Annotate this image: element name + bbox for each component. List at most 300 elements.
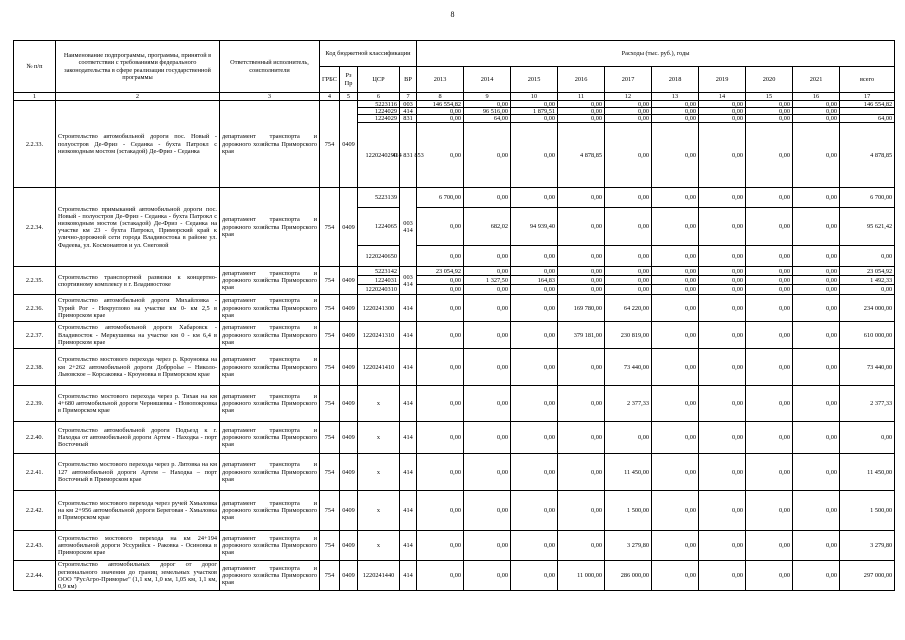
- year-value: 0,00: [699, 101, 745, 108]
- header-year: 2013: [417, 67, 464, 93]
- header-year: 2021: [793, 67, 840, 93]
- grbs-code: 754: [320, 531, 340, 561]
- column-index: 11: [558, 93, 605, 101]
- year-value: 0,00: [464, 531, 511, 561]
- table-row: [14, 386, 895, 422]
- year-value: 169 780,00: [558, 295, 605, 322]
- year-value: 0,00: [417, 276, 463, 285]
- year-value: 0,00: [605, 188, 651, 208]
- year-value: 0,00: [699, 454, 746, 491]
- table-row: [14, 267, 895, 295]
- header-year: 2016: [558, 67, 605, 93]
- header-vr: ВР: [400, 67, 417, 93]
- row-number: 2.2.34.: [14, 188, 56, 267]
- table-body: [14, 101, 895, 591]
- grbs-code: 754: [320, 386, 340, 422]
- year-value: 0,00: [699, 188, 745, 208]
- column-index: 4: [320, 93, 340, 101]
- year-value-cell: [699, 188, 746, 267]
- table-row: [14, 454, 895, 491]
- year-value: 286 000,00: [605, 561, 652, 591]
- year-value: 0,00: [793, 386, 840, 422]
- year-value: 0,00: [417, 422, 464, 454]
- vr-code: 414: [400, 491, 417, 531]
- year-value: 0,00: [793, 115, 839, 123]
- year-value: 0,00: [746, 295, 793, 322]
- year-value: 0,00: [746, 454, 793, 491]
- year-value: 0,00: [450, 151, 462, 159]
- year-value: 0,00: [793, 108, 839, 115]
- year-value: 2 377,33: [605, 386, 652, 422]
- total-cell: [840, 267, 895, 295]
- year-value: 0,00: [464, 101, 510, 108]
- program-name: Строительство мостового перехода через р. Кроуновка на км 2+262 автомобильной дороги Добрpolье – Николо-Львовское – Корсаковка - Кроуновка в Приморском крае: [56, 349, 220, 386]
- total-value: 2 377,33: [840, 386, 895, 422]
- column-index: 7: [400, 93, 417, 101]
- year-value: 0,00: [746, 267, 792, 276]
- year-value: 0,00: [746, 276, 792, 285]
- year-value: 0,00: [558, 108, 604, 115]
- year-value: 682,02: [464, 208, 510, 246]
- grbs-code: 754: [320, 295, 340, 322]
- year-value-cell: [746, 188, 793, 267]
- year-value: 0,00: [652, 108, 698, 115]
- year-value: 0,00: [746, 322, 793, 349]
- year-value: 0,00: [793, 349, 840, 386]
- year-value: 23 054,92: [417, 267, 463, 276]
- year-value: 0,00: [605, 101, 651, 108]
- grbs-code: 754: [320, 349, 340, 386]
- total-cell: [840, 188, 895, 267]
- year-value: 0,00: [793, 454, 840, 491]
- year-value: 0,00: [605, 108, 651, 115]
- expenses-table: [13, 40, 895, 591]
- year-value: 0,00: [544, 286, 556, 294]
- column-index: 10: [511, 93, 558, 101]
- year-value: 0,00: [699, 491, 746, 531]
- total-value: 73 440,00: [840, 349, 895, 386]
- table-row: [14, 491, 895, 531]
- column-index: 12: [605, 93, 652, 101]
- header-csr: ЦСР: [358, 67, 400, 93]
- year-value: 0,00: [793, 188, 839, 208]
- csr-code: 5223142: [358, 267, 399, 276]
- year-value: 0,00: [746, 491, 793, 531]
- year-value: 1 500,00: [605, 491, 652, 531]
- row-number: 2.2.41.: [14, 454, 56, 491]
- executor: департамент транспорта и дорожного хозяйства Приморского края: [220, 267, 320, 295]
- column-index: 14: [699, 93, 746, 101]
- program-name: Строительство автомобильной дороги Хабаровск - Владивосток - Меркушевка на участке км 0 - км 6,4 в Приморском крае: [56, 322, 220, 349]
- column-index: 9: [464, 93, 511, 101]
- year-value: 0,00: [652, 386, 699, 422]
- year-value: 0,00: [511, 531, 558, 561]
- year-value: 0,00: [699, 295, 746, 322]
- rzpr-code: 0409: [340, 188, 358, 267]
- program-name: Строительство мостового перехода через р. Литовка на км 127 автомобильной дороги Артем – Находка – порт Восточный в Приморском крае: [56, 454, 220, 491]
- year-value-cell: [652, 101, 699, 188]
- year-value: 0,00: [605, 422, 652, 454]
- year-value-cell: [793, 188, 840, 267]
- year-value: 0,00: [558, 349, 605, 386]
- csr-code: 1220240310: [365, 286, 397, 294]
- csr-code: 1224065: [358, 208, 399, 246]
- year-value: 0,00: [699, 208, 745, 246]
- grbs-code: 754: [320, 267, 340, 295]
- vr-code: 003 414: [400, 188, 417, 267]
- grbs-code: 754: [320, 101, 340, 188]
- rzpr-code: 0409: [340, 386, 358, 422]
- header-expenses: Расходы (тыс. руб.), годы: [417, 41, 895, 67]
- program-name: Строительство автомобильной дороги пос. Новый - полуостров Де-Фриз - Седанка - бухта Патрокл с низководным мостом (эстакадой) Де-Фриз - Седанка: [56, 101, 220, 188]
- year-value: 0,00: [699, 422, 746, 454]
- year-value: 0,00: [793, 531, 840, 561]
- table-row: [14, 295, 895, 322]
- page-number: 8: [450, 10, 455, 19]
- year-value: 0,00: [558, 208, 604, 246]
- year-value: 0,00: [652, 115, 698, 123]
- year-value: 0,00: [511, 422, 558, 454]
- year-value: 0,00: [652, 267, 698, 276]
- year-value: 0,00: [793, 101, 839, 108]
- year-value: 0,00: [779, 252, 791, 260]
- year-value: 0,00: [652, 188, 698, 208]
- year-value: 0,00: [793, 491, 840, 531]
- year-value: 0,00: [605, 267, 651, 276]
- column-index: 17: [840, 93, 895, 101]
- column-index: 5: [340, 93, 358, 101]
- year-value: 0,00: [417, 208, 463, 246]
- total-value: 23 054,92: [840, 267, 894, 276]
- year-value: 0,00: [652, 422, 699, 454]
- csr-code: x: [358, 386, 400, 422]
- year-value-cell: [511, 267, 558, 295]
- year-value: 0,00: [732, 252, 744, 260]
- vr-code: 414: [400, 561, 417, 591]
- executor: департамент транспорта и дорожного хозяйства Приморского края: [220, 491, 320, 531]
- year-value: 0,00: [699, 561, 746, 591]
- year-value: 64 220,00: [605, 295, 652, 322]
- year-value: 0,00: [417, 349, 464, 386]
- year-value: 0,00: [511, 561, 558, 591]
- year-value: 0,00: [544, 151, 556, 159]
- year-value: 0,00: [638, 252, 650, 260]
- year-value: 0,00: [746, 101, 792, 108]
- table-row: [14, 188, 895, 267]
- vr-code: 414: [400, 422, 417, 454]
- header-grbs: ГРБС: [320, 67, 340, 93]
- year-value: 0,00: [699, 276, 745, 285]
- total-value: 64,00: [840, 115, 894, 123]
- year-value-cell: [558, 267, 605, 295]
- year-value-cell: [746, 267, 793, 295]
- header-rzpr: Рз Пр: [340, 67, 358, 93]
- total-value: 1 492,33: [840, 276, 894, 285]
- header-year: 2015: [511, 67, 558, 93]
- year-value: 0,00: [558, 531, 605, 561]
- grbs-code: 754: [320, 491, 340, 531]
- year-value: 0,00: [699, 349, 746, 386]
- column-index: 15: [746, 93, 793, 101]
- csr-code-cell: [358, 267, 400, 295]
- year-value: 0,00: [779, 286, 791, 294]
- total-cell: [840, 101, 895, 188]
- column-index: 8: [417, 93, 464, 101]
- program-name: Строительство мостового перехода на км 24+194 автомобильной дороги Уссурийск - Раковка - Осиновка в Приморском крае: [56, 531, 220, 561]
- year-value-cell: [699, 267, 746, 295]
- year-value: 0,00: [464, 295, 511, 322]
- executor: департамент транспорта и дорожного хозяйства Приморского края: [220, 561, 320, 591]
- year-value: 0,00: [826, 151, 838, 159]
- year-value-cell: [464, 267, 511, 295]
- csr-code: 1220241310: [358, 322, 400, 349]
- header-total: всего: [840, 67, 895, 93]
- vr-code-cell: [392, 100, 424, 188]
- program-name: Строительство транспортной развязки к концертно- спортивному комплексу в г. Владивостоке: [56, 267, 220, 295]
- year-value: 0,00: [558, 386, 605, 422]
- year-value: 0,00: [652, 491, 699, 531]
- year-value: 0,00: [497, 286, 509, 294]
- rzpr-code: 0409: [340, 491, 358, 531]
- table-row: [14, 561, 895, 591]
- year-value: 0,00: [511, 295, 558, 322]
- executor: департамент транспорта и дорожного хозяйства Приморского края: [220, 322, 320, 349]
- year-value: 0,00: [699, 531, 746, 561]
- year-value: 0,00: [464, 386, 511, 422]
- csr-code: x: [358, 422, 400, 454]
- row-number: 2.2.33.: [14, 101, 56, 188]
- year-value: 230 819,00: [605, 322, 652, 349]
- year-value: 0,00: [685, 252, 697, 260]
- rzpr-code: 0409: [340, 322, 358, 349]
- year-value: 0,00: [464, 349, 511, 386]
- header-year: 2019: [699, 67, 746, 93]
- year-value: 0,00: [826, 286, 838, 294]
- column-index: 1: [14, 93, 56, 101]
- year-value: 0,00: [652, 531, 699, 561]
- year-value: 1 879,51: [511, 108, 557, 115]
- vr-code: 414: [400, 531, 417, 561]
- year-value: 0,00: [558, 101, 604, 108]
- csr-code-cell: [358, 101, 400, 188]
- year-value: 0,00: [652, 349, 699, 386]
- total-value: 11 450,00: [840, 454, 895, 491]
- year-value: 0,00: [558, 491, 605, 531]
- executor: департамент транспорта и дорожного хозяйства Приморского края: [220, 349, 320, 386]
- column-index: 6: [358, 93, 400, 101]
- year-value-cell: [652, 188, 699, 267]
- year-value-cell: [605, 267, 652, 295]
- year-value: 0,00: [746, 386, 793, 422]
- rzpr-code: 0409: [340, 454, 358, 491]
- year-value: 0,00: [544, 252, 556, 260]
- column-index: 2: [56, 93, 220, 101]
- grbs-code: 754: [320, 422, 340, 454]
- year-value: 0,00: [652, 561, 699, 591]
- year-value: 0,00: [793, 422, 840, 454]
- total-value: 95 621,42: [840, 208, 894, 246]
- vr-code: 414: [400, 386, 417, 422]
- year-value: 0,00: [511, 491, 558, 531]
- year-value: 0,00: [558, 115, 604, 123]
- year-value: 0,00: [699, 322, 746, 349]
- total-value: 0,00: [840, 422, 895, 454]
- vr-code: 414: [400, 322, 417, 349]
- grbs-code: 754: [320, 561, 340, 591]
- csr-code: x: [358, 531, 400, 561]
- executor: департамент транспорта и дорожного хозяйства Приморского края: [220, 386, 320, 422]
- year-value: 0,00: [685, 286, 697, 294]
- vr-code: 831: [400, 115, 416, 123]
- year-value: 0,00: [450, 286, 462, 294]
- rzpr-code: 0409: [340, 531, 358, 561]
- year-value: 0,00: [464, 422, 511, 454]
- year-value: 0,00: [826, 252, 838, 260]
- grbs-code: 754: [320, 188, 340, 267]
- executor: департамент транспорта и дорожного хозяйства Приморского края: [220, 295, 320, 322]
- year-value: 0,00: [511, 454, 558, 491]
- year-value-cell: [605, 101, 652, 188]
- year-value-cell: [558, 188, 605, 267]
- year-value: 0,00: [699, 386, 746, 422]
- year-value: 0,00: [638, 151, 650, 159]
- year-value: 146 554,82: [417, 101, 463, 108]
- year-value: 0,00: [511, 101, 557, 108]
- year-value: 0,00: [605, 208, 651, 246]
- year-value: 0,00: [511, 267, 557, 276]
- total-value: 1 500,00: [840, 491, 895, 531]
- vr-code: 414: [400, 108, 416, 115]
- year-value: 3 279,80: [605, 531, 652, 561]
- year-value-cell: [511, 188, 558, 267]
- header-year: 2017: [605, 67, 652, 93]
- year-value: 0,00: [605, 115, 651, 123]
- year-value: 0,00: [464, 267, 510, 276]
- rzpr-code: 0409: [340, 267, 358, 295]
- row-number: 2.2.37.: [14, 322, 56, 349]
- year-value: 1 327,50: [464, 276, 510, 285]
- total-value: 0,00: [881, 252, 893, 260]
- year-value: 0,00: [591, 286, 603, 294]
- year-value: 0,00: [450, 252, 462, 260]
- year-value-cell: [417, 188, 464, 267]
- program-name: Строительство автомобильной дороги Подъезд к г. Находка от автомобильной дороги Артем - Находка - порт Восточный: [56, 422, 220, 454]
- year-value: 0,00: [417, 561, 464, 591]
- year-value: 11 450,00: [605, 454, 652, 491]
- year-value: 64,00: [464, 115, 510, 123]
- year-value: 0,00: [652, 295, 699, 322]
- program-name: Строительство автомобильных дорог от дорог регионального значения до границ земельных участков ООО "РусАгро-Приморье" (1,1 км, 1,0 км, 1,05 км, 1,1 км, 0,9 км): [56, 561, 220, 591]
- year-value: 0,00: [746, 208, 792, 246]
- year-value: 0,00: [511, 386, 558, 422]
- csr-code: 1220241410: [358, 349, 400, 386]
- year-value: 0,00: [511, 115, 557, 123]
- year-value: 0,00: [464, 491, 511, 531]
- year-value: 0,00: [511, 322, 558, 349]
- header-year: 2018: [652, 67, 699, 93]
- table-row: [14, 422, 895, 454]
- executor: департамент транспорта и дорожного хозяйства Приморского края: [220, 422, 320, 454]
- total-value: 234 000,00: [840, 295, 895, 322]
- year-value: 0,00: [732, 151, 744, 159]
- year-value: 0,00: [417, 295, 464, 322]
- rzpr-code: 0409: [340, 295, 358, 322]
- year-value: 0,00: [497, 252, 509, 260]
- year-value: 379 181,00: [558, 322, 605, 349]
- year-value: 0,00: [511, 349, 558, 386]
- csr-code: 1220240290: [365, 151, 397, 159]
- year-value: 164,83: [511, 276, 557, 285]
- vr-code: 003: [400, 101, 416, 108]
- year-value: 0,00: [511, 188, 557, 208]
- year-value: 0,00: [652, 101, 698, 108]
- year-value: 0,00: [699, 115, 745, 123]
- total-value: 4 878,85: [870, 151, 893, 159]
- year-value: 0,00: [417, 491, 464, 531]
- rzpr-code: 0409: [340, 101, 358, 188]
- year-value: 0,00: [793, 208, 839, 246]
- header-year: 2020: [746, 67, 793, 93]
- year-value: 0,00: [558, 267, 604, 276]
- year-value: 0,00: [732, 286, 744, 294]
- year-value: 0,00: [652, 322, 699, 349]
- year-value: 0,00: [464, 322, 511, 349]
- year-value: 0,00: [793, 295, 840, 322]
- executor: департамент транспорта и дорожного хозяйства Приморского края: [220, 188, 320, 267]
- csr-code-cell: [358, 188, 400, 267]
- program-name: Строительство примыканий автомобильной дороги пос. Новый - полуостров Де-Фриз - Седанка - бухта Патрокл с низководным мостом (эстакадой) Де-Фриз - Седанка на участке км 23 - бухта Патрокл, Приморский край к улично-дорожной сети города Владивостока в районе ул. Фадеева, ул. Космонавтов и ул. Снеговой: [56, 188, 220, 267]
- year-value: 0,00: [558, 188, 604, 208]
- grbs-code: 754: [320, 454, 340, 491]
- year-value: 0,00: [417, 108, 463, 115]
- executor: департамент транспорта и дорожного хозяйства Приморского края: [220, 101, 320, 188]
- year-value-cell: [417, 267, 464, 295]
- vr-code: 414: [400, 349, 417, 386]
- year-value: 0,00: [746, 349, 793, 386]
- year-value: 0,00: [558, 454, 605, 491]
- vr-code: 003 414: [400, 267, 417, 295]
- csr-code: 1220240650: [365, 252, 397, 260]
- grbs-code: 754: [320, 322, 340, 349]
- year-value: 0,00: [746, 561, 793, 591]
- executor: департамент транспорта и дорожного хозяйства Приморского края: [220, 454, 320, 491]
- total-value: 610 000,00: [840, 322, 895, 349]
- year-value: 0,00: [417, 454, 464, 491]
- row-number: 2.2.42.: [14, 491, 56, 531]
- year-value-cell: [464, 101, 511, 188]
- year-value: 73 440,00: [605, 349, 652, 386]
- table-row: [14, 531, 895, 561]
- csr-code: x: [358, 454, 400, 491]
- csr-code: 1220241300: [358, 295, 400, 322]
- year-value: 0,00: [652, 454, 699, 491]
- year-value: 0,00: [685, 151, 697, 159]
- column-index: 13: [652, 93, 699, 101]
- year-value: 0,00: [652, 276, 698, 285]
- csr-code: 1224031: [358, 276, 399, 285]
- row-number: 2.2.36.: [14, 295, 56, 322]
- year-value: 0,00: [417, 322, 464, 349]
- year-value: 0,00: [464, 561, 511, 591]
- row-number: 2.2.39.: [14, 386, 56, 422]
- year-value: 0,00: [464, 188, 510, 208]
- program-name: Строительство автомобильной дороги Михайловка - Турий Рог - Некруглово на участке км 0- км 2,5 в Приморском крае: [56, 295, 220, 322]
- rzpr-code: 0409: [340, 561, 358, 591]
- header-name: Наименование подпрограммы, программы, принятой в соответствии с требованиями федерального законодательства в сфере реализации государственной программы: [56, 41, 220, 93]
- header-num: № п/п: [14, 41, 56, 93]
- year-value: 0,00: [746, 115, 792, 123]
- year-value-cell: [652, 267, 699, 295]
